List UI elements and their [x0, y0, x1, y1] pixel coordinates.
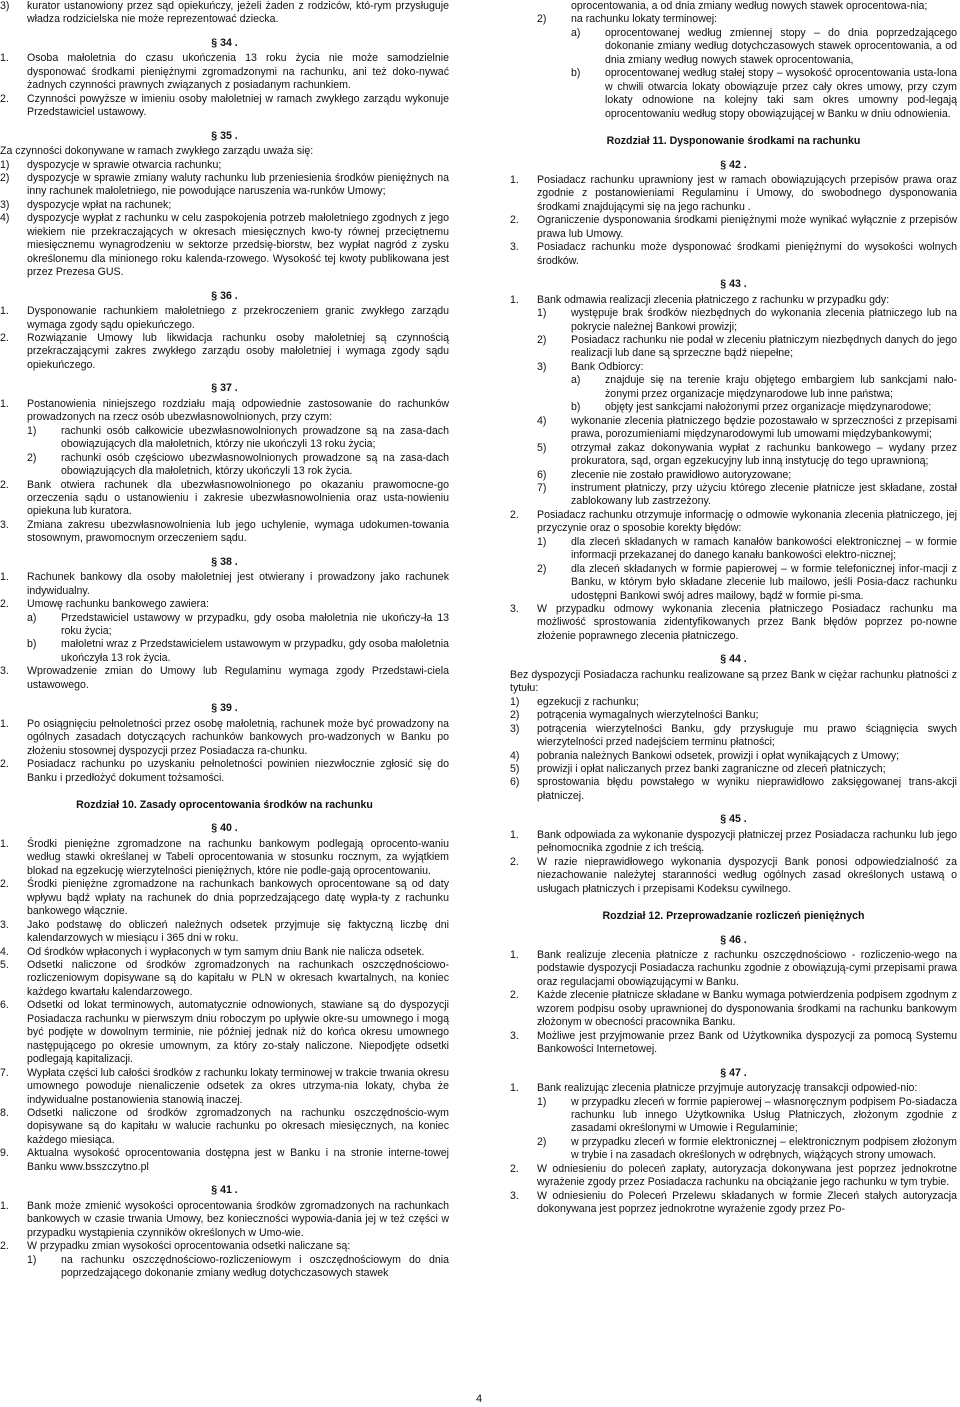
list-item: 2) potrącenia wymagalnych wierzytelności Banku;	[510, 709, 759, 722]
list-item: 2. Ograniczenie dysponowania środkami pieniężnymi może wynikać wyłącznie z przepisów prawa lub Umowy.	[510, 214, 957, 240]
list-item: 4) dyspozycje wypłat z rachunku w celu zaspokojenia potrzeb małoletniego zgodnych z jego wiekiem nie przekraczających w okresach miesięcznych kwo-ty równej przeciętnemu miesięcznemu wynagrodzeniu w sektorze przedsię-biorstw, bez wypłat nagród z zysku określonemu dla minionego roku kalenda-rzowego. Wysokość tej kwoty publikowana jest przez Prezesa GUS.	[0, 212, 449, 279]
list-item: 1. Osoba małoletnia do czasu ukończenia 13 roku życia nie może samodzielnie dysponować środkami pieniężnymi zgromadzonymi na rachunku, ani też doko-nywać żadnych czynności prawnych związanych z posiadanym rachunkiem.	[0, 52, 449, 92]
section-47	[510, 1082, 957, 1217]
section-43-title: § 43 .	[720, 278, 747, 291]
sub-item: 4) wykonanie zlecenia płatniczego będzie pozostawało w sprzeczności z przepisami prawa, porozumieniami międzynarodowymi lub umowami międzybankowymi;	[537, 414, 957, 441]
page-number: 4	[476, 1393, 483, 1405]
section-34-title: § 34 .	[211, 36, 238, 49]
section-42-title: § 42 .	[720, 158, 747, 171]
sub-item: 2) dla zleceń składanych w formie papierowej – w formie telefonicznej infor-macji z Banku, w którym było składane zlecenie lub mailowo, jeśli Posia-dacz rachunku udostępni Bankowi swój adres mailowy, bądź w formie pi-sma.	[537, 562, 957, 602]
section-44	[510, 669, 957, 804]
sub-item: 2) na rachunku lokaty terminowej:	[537, 13, 718, 26]
continuation-text: oprocentowania, a od dnia zmiany według nowych stawek oprocentowa-nia;	[571, 0, 928, 12]
right-column	[510, 0, 957, 1217]
sub-item: 1) w przypadku zleceń w formie papierowej – własnoręcznym podpisem Po-siadacza rachunku lub innego Użytkownika Usług Płatniczych, złożonym zgodnie z zasadami określonymi w Umowie i Regulaminie;	[537, 1095, 957, 1135]
section-41-title: § 41 .	[211, 1184, 238, 1197]
list-item: 3) kurator ustanowiony przez sąd opiekuńczy, jeżeli żaden z rodziców, któ-rym przysługuje władza rodzicielska nie może reprezentować dziecka.	[0, 0, 449, 26]
list-item: 5) prowizji i opłat naliczanych przez banki zagraniczne od zleceń płatniczych;	[510, 763, 886, 776]
list-item: 1) egzekucji z rachunku;	[510, 695, 639, 708]
list-item: 9. Aktualna wysokość oprocentowania dostępna jest w Banku i na stronie interne-towej Banku www.bsszczytno.pl	[0, 1147, 449, 1173]
list-item: 2. W przypadku zmian wysokości oprocentowania odsetki naliczane są:	[0, 1240, 351, 1253]
list-item: 1. Dysponowanie rachunkiem małoletniego z przekroczeniem granic zwykłego zarządu wymaga zgody sądu opiekuńczego.	[0, 305, 449, 331]
section-34	[0, 52, 449, 119]
list-item: 3) potrącenia wierzytelności Banku, gdy przysługuje mu prawo ściągnięcia swych wierzytelności przed nadejściem terminu płatności;	[510, 722, 957, 749]
list-item: 2. Rozwiązanie Umowy lub likwidacja rachunku osoby małoletniej są czynnością przekraczającymi zakres zwykłego zarządu osoby małoletniej i wymaga zgody sądu opiekuńczego.	[0, 331, 449, 371]
s33-continuation	[0, 0, 449, 27]
sub-item: a) Przedstawiciel ustawowy w przypadku, gdy osoba małoletnia nie ukończy-ła 13 roku życia;	[27, 611, 449, 638]
sub-item: 5) otrzymał zakaz dokonywania wypłat z rachunku bankowego – wydany przez prokuratora, sąd, organ egzekucyjny lub inną instytucję do tego uprawnioną;	[537, 441, 957, 468]
list-item: 2. Środki pieniężne zgromadzone na rachunkach bankowych oprocentowane są od daty wpływu bądź wpłaty na rachunek do dnia poprzedzającego datę wypła-ty z rachunku bankowego włącznie.	[0, 878, 449, 918]
sub-item: 1) na rachunku oszczędnościowo-rozliczeniowym i oszczędnościowym do dnia poprzedzającego dokonanie zmiany według dotychczasowych stawek	[27, 1253, 449, 1279]
list-item: 3. Jako podstawę do obliczeń należnych odsetek przyjmuje się faktyczną liczbę dni kalendarzowych w miesiącu i 365 dni w roku.	[0, 918, 449, 945]
section-38-title: § 38 .	[211, 555, 238, 568]
sub-item: 1) rachunki osób całkowicie ubezwłasnowolnionych prowadzone są na zasa-dach obowiązujących dla małoletnich, którzy nie ukończyli 13 roku życia;	[27, 424, 449, 451]
list-item: 1) dyspozycje w sprawie otwarcia rachunku;	[0, 158, 222, 171]
list-item: 4. Od środków wpłaconych i wypłaconych w tym samym dniu Bank nie nalicza odsetek.	[0, 945, 425, 958]
sub-item: 1) występuje brak środków niezbędnych do wykonania zlecenia płatniczego lub na pokrycie należnej Bankowi prowizji;	[537, 307, 957, 333]
list-item: 2. W razie nieprawidłowego wykonania dyspozycji Bank ponosi odpowiedzialność za niezachowanie należytej staranności według ogólnych zasad określonych ustawą o usługach płatniczych i przepisami Kodeksu cywilnego.	[510, 855, 957, 895]
section-35	[0, 145, 449, 280]
section-40-title: § 40 .	[211, 822, 238, 835]
section-47-title: § 47 .	[720, 1066, 747, 1079]
list-item: 3. Posiadacz rachunku może dysponować środkami pieniężnymi do wysokości wolnych środków.	[510, 241, 957, 267]
chapter-12-title: Rozdział 12. Przeprowadzanie rozliczeń pieniężnych	[602, 910, 865, 923]
list-item: 2. Każde zlecenie płatnicze składane w Banku wymaga potwierdzenia podpisem zgodnym z wzorem podpisu osoby uprawnionej do dysponowania środkami na rachunku bankowym złożonym w obecności pracownika Banku.	[510, 989, 957, 1029]
sub-item: 3) Bank Odbiorcy:	[537, 360, 644, 373]
section-36	[0, 305, 449, 372]
list-item: 2) dyspozycje w sprawie zmiany waluty rachunku lub przeniesienia środków pieniężnych na inny rachunek małoletniego, nie powodujące naruszenia wa-runków Umowy;	[0, 171, 449, 198]
list-item: 2. W odniesieniu do poleceń zapłaty, autoryzacja dokonywana jest poprzez jednokrotne wyrażenie zgody przez Posiadacza rachunku na obciążanie jego rachunku w tym trybie.	[510, 1162, 957, 1189]
list-item: 3. Możliwe jest przyjmowanie przez Bank od Użytkownika dyspozycji za pomocą Systemu Bankowości Internetowej.	[510, 1029, 957, 1056]
section-46	[510, 949, 957, 1057]
sub-item: 7) instrument płatniczy, przy użyciu którego zlecenie płatnicze jest składane, został zablokowany lub zastrzeżony.	[537, 481, 957, 508]
list-item: 3. W przypadku odmowy wykonania zlecenia płatniczego Posiadacz rachunku ma możliwość sprostowania zidentyfikowanych przez Bank błędów poprzez po-nowne złożenie poprawnego zlecenia płatniczego.	[510, 603, 957, 642]
sub-item: 6) zlecenie nie zostało prawidłowo autoryzowane;	[537, 468, 792, 481]
list-item: 5. Odsetki naliczone od środków zgromadzonych na rachunkach oszczędnościowo-rozliczeniowym dopisywane są do kapitału w PLN w okresach kwartalnych, na koniec każdego kwartału kalendarzowego.	[0, 959, 449, 998]
section-45-title: § 45 .	[720, 813, 747, 826]
list-item: 1. Bank odpowiada za wykonanie dyspozycji płatniczej przez Posiadacza rachunku lub jego pełnomocnika zgodnie z ich treścią.	[510, 828, 957, 855]
section-38	[0, 571, 449, 692]
list-item: 1. Posiadacz rachunku uprawniony jest w ramach obowiązujących przepisów prawa oraz zgodnie z postanowieniami Regulaminu i Umowy, do swobodnego dysponowania środkami znajdującymi się na jego rachunku .	[510, 173, 957, 213]
section-35-title: § 35 .	[211, 129, 238, 142]
sub-sub-item: b) objęty jest sankcjami nałożonymi przez organizacje międzynarodowe;	[571, 401, 932, 414]
list-item: 6. Odsetki od lokat terminowych, automatycznie odnowionych, stawiane są do dyspozycji Posiadacza rachunku w pierwszym dniu roboczym po upływie okre-su umownego i mogą być podjęte w dowolnym terminie, nie później jednak niż do końca okresu umownego następującego po okresie umownym, za który zo-stały naliczone. Niepodjęte odsetki podlegają kapitalizacji.	[0, 999, 449, 1066]
sub-item: b) małoletni wraz z Przedstawicielem ustawowym w przypadku, gdy osoba małoletnia ukończyła 13 rok życia.	[27, 638, 450, 664]
sub-sub-item: a) oprocentowanej według zmiennej stopy – do dnia poprzedzającego dokonanie zmiany według dotychczasowych stawek oprocentowania, a od dnia zmiany według nowych stawek oprocentowania,	[571, 26, 957, 66]
left-column	[0, 0, 449, 1280]
list-item: 2. Posiadacz rachunku po uzyskaniu pełnoletności powinien niezwłocznie zgłosić się do Banku i przedłożyć dokument tożsamości.	[0, 758, 449, 784]
list-item: 2. Posiadacz rachunku otrzymuje informację o odmowie wykonania zlecenia płatniczego, jej przyczynie oraz o sposobie korekty błędów:	[510, 508, 957, 535]
section-40	[0, 838, 449, 1174]
list-item: 7. Wypłata części lub całości środków z rachunku lokaty terminowej w trakcie trwania okresu umownego powoduje nienaliczenie odsetek za okres utrzyma-nia lokaty, chyba że indywidualne postanowienia stanowią inaczej.	[0, 1066, 449, 1106]
chapter-10-title: Rozdział 10. Zasady oprocentowania środków na rachunku	[76, 799, 373, 812]
sub-item: 2) Posiadacz rachunku nie podał w zleceniu płatniczym niezbędnych danych do jego realizacji lub dane są sprzeczne bądź niepełne;	[537, 333, 957, 360]
sub-sub-item: b) oprocentowanej według stałej stopy – wysokość oprocentowania usta-lona w chwili otwarcia lokaty obowiązuje przez cały okres umowy, przy czym lokaty odnowione na kolejny taki sam okres umowny pod-legają oprocentowaniu według stopy obowiązującej w Banku w dniu odnowienia.	[571, 67, 957, 120]
list-item: 1. Po osiągnięciu pełnoletności przez osobę małoletnią, rachunek może być prowadzony na ogólnych zasadach dotyczących rachunków bankowych pro-wadzonych w Banku po złożeniu stosownej dyspozycji przez Posiadacza ra-chunku.	[0, 717, 449, 757]
section-44-title: § 44 .	[720, 653, 747, 666]
list-item: 2. Umowę rachunku bankowego zawiera:	[0, 598, 209, 611]
list-item: 1. Postanowienia niniejszego rozdziału mają odpowiednie zastosowanie do rachunków prowadzonych na rzecz osób ubezwłasnowolnionych, przy czym:	[0, 397, 449, 424]
section-41	[0, 1200, 449, 1281]
sub-item: 2) rachunki osób częściowo ubezwłasnowolnionych prowadzone są na zasa-dach obowiązujących dla małoletnich, którzy ukończyli 13 rok życia.	[27, 451, 449, 478]
list-item: 1. Bank może zmienić wysokości oprocentowania środków zgromadzonych na rachunkach bankowych w czasie trwania Umowy, bez konieczności wypowia-dania jej w też części w przypadku wystąpienia czynników określonych w Umo-wie.	[0, 1199, 449, 1239]
list-item: 8. Odsetki naliczone od środków zgromadzonych na rachunku oszczędnościo-wym dopisywane są do kapitału w walucie rachunku po okresach miesięcznych, na koniec każdego miesiąca.	[0, 1106, 449, 1146]
list-item: 1. Bank realizując zlecenia płatnicze przyjmuje autoryzację transakcji odpowied-nio:	[510, 1082, 918, 1095]
section-42	[510, 174, 957, 268]
s41-continuation	[510, 0, 957, 121]
sub-item: 2) w przypadku zleceń w formie elektronicznej – elektronicznym podpisem złożonym w trybie i na zasadach określonych w odrębnych, wiążących strony umowach.	[537, 1135, 957, 1162]
list-item: 6) sprostowania błędu powstałego w wyniku nieprawidłowo zaksięgowanej trans-akcji płatniczej.	[510, 776, 957, 802]
list-item: 2. Czynności powyższe w imieniu osoby małoletniej w ramach zwykłego zarządu wykonuje Przedstawiciel ustawowy.	[0, 92, 449, 119]
list-item: 1. Środki pieniężne zgromadzone na rachunku bankowym podlegają oprocento-waniu według stawki określanej w Tabeli oprocentowania w stosunku rocznym, za wyjątkiem blokad na egzekucję wierzytelności pieniężnych, które nie podle-gają oprocentowaniu.	[0, 837, 449, 877]
list-item: 3) dyspozycje wpłat na rachunek;	[0, 198, 172, 211]
chapter-11-title: Rozdział 11. Dysponowanie środkami na rachunku	[606, 135, 861, 148]
section-intro: Za czynności dokonywane w ramach zwykłego zarządu uważa się:	[0, 145, 314, 158]
list-item: 1. Bank odmawia realizacji zlecenia płatniczego z rachunku w przypadku gdy:	[510, 293, 890, 306]
list-item: 1. Bank realizuje zlecenia płatnicze z rachunku oszczędnościowo - rozliczenio-wego na podstawie dyspozycji Posiadacza rachunku zgodnie z obowiązują-cymi przepisami prawa oraz regulacjami obowiązującymi w Banku.	[510, 949, 957, 988]
section-36-title: § 36 .	[211, 289, 238, 302]
section-45	[510, 829, 957, 896]
section-37-title: § 37 .	[211, 382, 238, 395]
list-item: 1. Rachunek bankowy dla osoby małoletniej jest otwierany i prowadzony jako rachunek indywidualny.	[0, 571, 449, 597]
sub-item: 1) dla zleceń składanych w ramach kanałów bankowości elektronicznej – w formie informacji przekazanej do danego kanału bankowości elektro-nicznej;	[537, 535, 957, 562]
sub-sub-item: a) znajduje się na terenie kraju objętego embargiem lub sankcjami nało-żonymi przez organizacje międzynarodowe lub inne państwa;	[571, 374, 957, 400]
section-intro: Bez dyspozycji Posiadacza rachunku realizowane są przez Bank w ciężar rachunku płatności z tytułu:	[510, 668, 957, 695]
list-item: 4) pobrania należnych Bankowi odsetek, prowizji i opłat wynikających z Umowy;	[510, 749, 900, 762]
list-item: 3. Wprowadzenie zmian do Umowy lub Regulaminu wymaga zgody Przedstawi-ciela ustawowego.	[0, 665, 449, 691]
list-item: 2. Bank otwiera rachunek dla ubezwłasnowolnionego po okazaniu prawomocne-go orzeczenia sądu o ustanowieniu i zakresie ubezwłasnowolnienia oraz usta-nowieniu opiekuna lub kuratora.	[0, 478, 449, 518]
list-item: 3. W odniesieniu do Poleceń Przelewu składanych w formie Zleceń stałych autoryzacja dokonywana jest poprzez jednokrotne wyrażenie zgody przez Po-	[510, 1189, 957, 1216]
section-46-title: § 46 .	[720, 933, 747, 946]
section-39	[0, 718, 449, 785]
section-39-title: § 39 .	[211, 702, 238, 715]
list-item: 3. Zmiana zakresu ubezwłasnowolnienia lub jego uchylenie, wymaga udokumen-towania stosownym, prawomocnym orzeczeniem sądu.	[0, 518, 449, 545]
section-43	[510, 294, 957, 644]
section-37	[0, 398, 449, 546]
